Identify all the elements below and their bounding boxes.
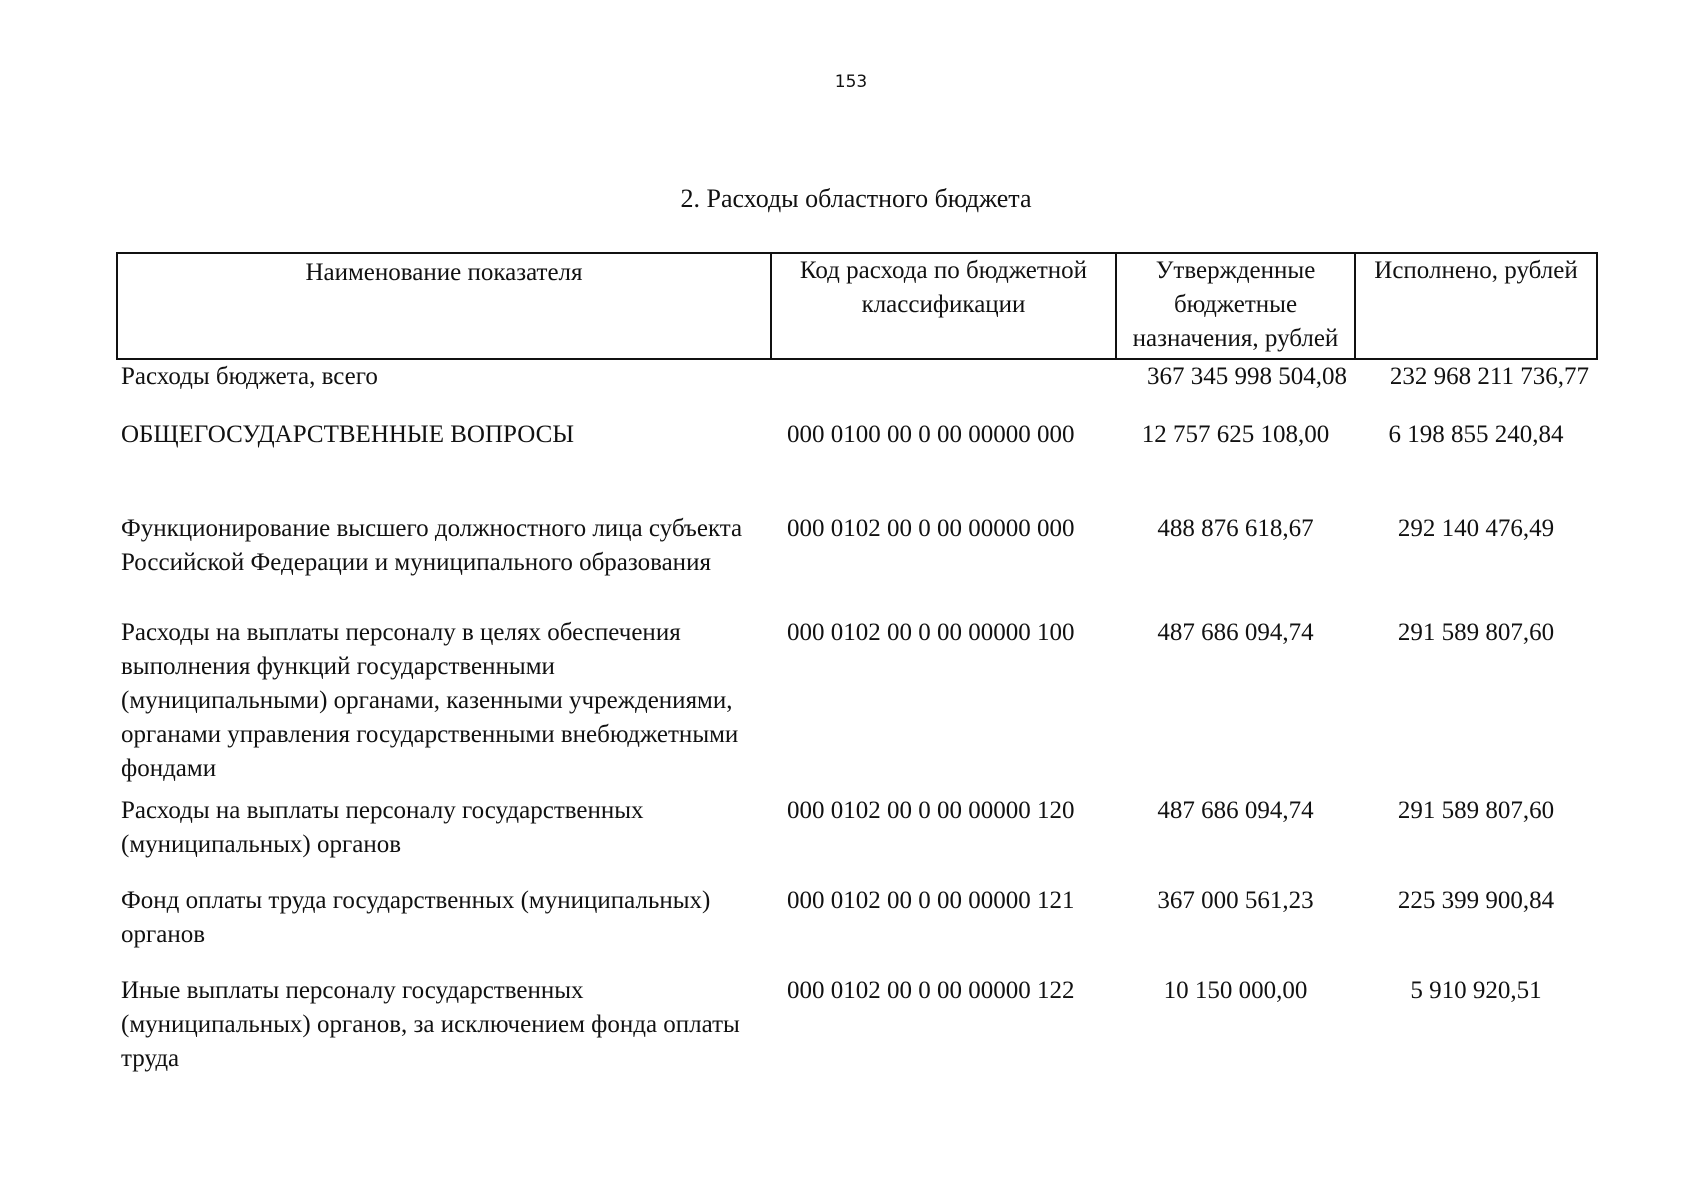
table-row <box>117 884 1597 974</box>
row-code: 000 0102 00 0 00 00000 100 <box>787 619 1075 646</box>
row-approved: 487 686 094,74 <box>1157 797 1314 824</box>
row-executed: 232 968 211 736,77 <box>1389 363 1589 390</box>
header-name: Наименование показателя <box>117 253 771 359</box>
row-code: 000 0102 00 0 00 00000 000 <box>787 515 1075 542</box>
header-executed: Исполнено, рублей <box>1355 253 1597 359</box>
row-approved: 367 000 561,23 <box>1157 887 1314 914</box>
row-name: Функционирование высшего должностного лица субъекта Российской Федерации и муниципального образования <box>121 515 743 576</box>
row-code: 000 0100 00 0 00 00000 000 <box>787 421 1075 448</box>
row-approved: 10 150 000,00 <box>1163 977 1308 1004</box>
table-row <box>117 794 1597 884</box>
row-name: Расходы на выплаты персоналу государственных (муниципальных) органов <box>121 797 644 858</box>
row-name: ОБЩЕГОСУДАРСТВЕННЫЕ ВОПРОСЫ <box>121 421 575 448</box>
document-title: 2. Расходы областного бюджета <box>680 184 1032 213</box>
row-approved: 487 686 094,74 <box>1157 619 1314 646</box>
row-executed: 292 140 476,49 <box>1397 515 1555 542</box>
row-spacer <box>117 484 1597 512</box>
header-code: Код расхода по бюджетной классификации <box>771 253 1116 359</box>
expenses-table-container <box>116 252 1596 1084</box>
row-code <box>771 359 1116 418</box>
table-row-section <box>117 418 1597 484</box>
row-name: Расходы на выплаты персоналу в целях обеспечения выполнения функций государственными (муниципальными) органами, казенными учреждениями, органами управления государственными внебюджетными фондами <box>121 619 739 782</box>
row-name: Фонд оплаты труда государственных (муниципальных) органов <box>121 887 711 948</box>
row-approved: 12 757 625 108,00 <box>1141 421 1330 448</box>
row-executed: 291 589 807,60 <box>1397 619 1555 646</box>
row-executed: 5 910 920,51 <box>1410 977 1542 1004</box>
table-row <box>117 974 1597 1084</box>
page-number: 153 <box>834 72 868 92</box>
row-name: Иные выплаты персоналу государственных (муниципальных) органов, за исключением фонда оплаты труда <box>121 977 740 1072</box>
row-code: 000 0102 00 0 00 00000 120 <box>787 797 1075 824</box>
table-row <box>117 616 1597 794</box>
row-approved: 367 345 998 504,08 <box>1147 363 1347 390</box>
table-header <box>117 253 1597 359</box>
row-code: 000 0102 00 0 00 00000 122 <box>787 977 1075 1004</box>
table-row <box>117 512 1597 616</box>
header-row <box>117 253 1597 359</box>
table-row-total <box>117 359 1597 418</box>
table-body <box>117 359 1597 1084</box>
row-executed: 6 198 855 240,84 <box>1388 421 1564 448</box>
row-executed: 291 589 807,60 <box>1397 797 1555 824</box>
expenses-table <box>116 252 1598 1084</box>
row-approved: 488 876 618,67 <box>1157 515 1314 542</box>
row-name: Расходы бюджета, всего <box>121 363 378 390</box>
header-approved: Утвержденные бюджетные назначения, рублей <box>1116 253 1355 359</box>
row-code: 000 0102 00 0 00 00000 121 <box>787 887 1075 914</box>
row-executed: 225 399 900,84 <box>1397 887 1555 914</box>
